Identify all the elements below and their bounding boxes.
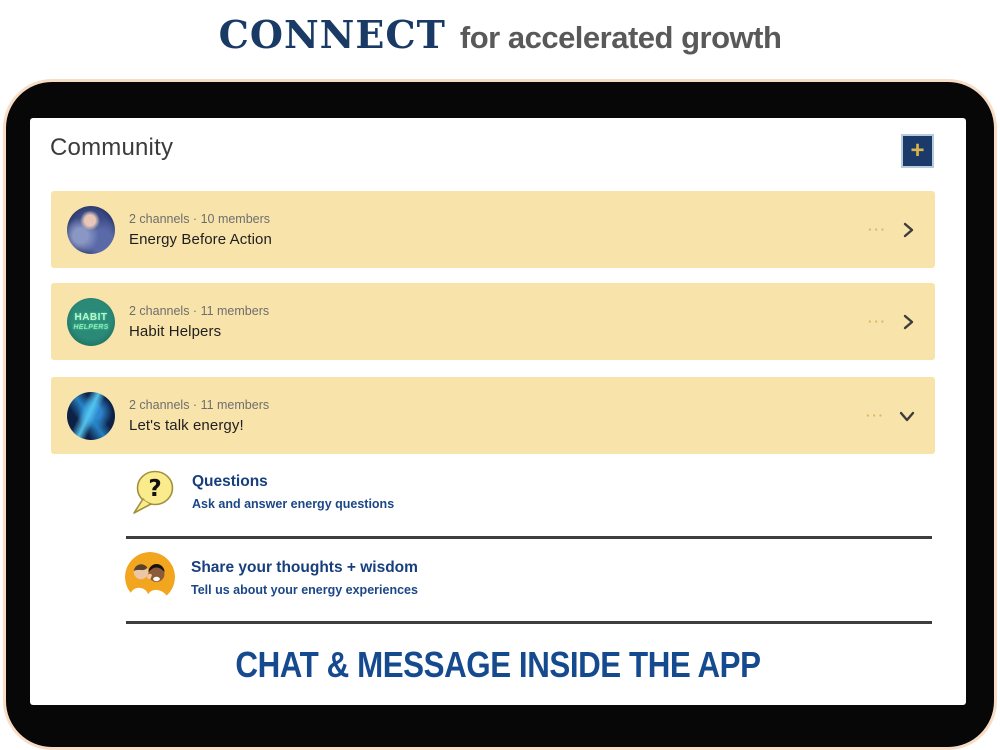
channel-subtitle: Tell us about your energy experiences <box>191 583 418 597</box>
page-header <box>0 12 1000 57</box>
add-community-button[interactable] <box>901 134 934 168</box>
avatar-text-bottom: HELPERS <box>73 324 109 331</box>
svg-text:?: ? <box>148 476 162 502</box>
question-bubble-icon <box>130 466 176 518</box>
group-card-energy-before-action[interactable] <box>51 191 935 268</box>
chevron-down-icon[interactable] <box>897 407 917 425</box>
chevron-right-icon[interactable] <box>899 312 917 332</box>
group-name: Habit Helpers <box>129 322 222 340</box>
group-name: Energy Before Action <box>129 230 272 248</box>
avatar-text-top: HABIT <box>74 312 108 323</box>
divider <box>126 536 932 539</box>
group-avatar <box>67 298 115 346</box>
group-card-text <box>129 398 269 434</box>
group-card-habit-helpers[interactable] <box>51 283 935 360</box>
tablet-frame <box>6 82 994 747</box>
group-avatar <box>67 392 115 440</box>
brand-wordmark: CONNECT <box>218 12 446 57</box>
divider <box>126 621 932 624</box>
group-meta: 2 channels · 10 members <box>129 211 271 226</box>
group-meta: 2 channels · 11 members <box>129 303 270 318</box>
share-channel-avatar <box>125 552 175 602</box>
group-name: Let's talk energy! <box>129 416 244 434</box>
channel-row-questions[interactable] <box>130 466 394 518</box>
channel-subtitle: Ask and answer energy questions <box>192 497 395 511</box>
channel-title: Share your thoughts + wisdom <box>191 559 418 576</box>
group-avatar <box>67 206 115 254</box>
screen-caption: CHAT & MESSAGE INSIDE THE APP <box>235 644 761 685</box>
page-title: Community <box>50 134 174 161</box>
channel-text <box>192 473 394 511</box>
group-card-text <box>129 212 272 248</box>
channel-row-share[interactable] <box>125 552 418 602</box>
channel-text <box>191 559 418 597</box>
overflow-menu-icon[interactable]: ··· <box>866 408 885 423</box>
plus-icon: + <box>910 137 925 164</box>
two-people-talking-image <box>125 552 175 602</box>
overflow-menu-icon[interactable]: ··· <box>868 314 887 329</box>
group-meta: 2 channels · 11 members <box>129 397 270 412</box>
group-card-text <box>129 304 269 340</box>
group-card-lets-talk-energy[interactable] <box>51 377 935 454</box>
overflow-menu-icon[interactable]: ··· <box>868 222 887 237</box>
chevron-right-icon[interactable] <box>899 220 917 240</box>
header-tagline: for accelerated growth <box>459 20 782 55</box>
app-screen <box>30 118 966 705</box>
channel-title: Questions <box>192 473 268 490</box>
